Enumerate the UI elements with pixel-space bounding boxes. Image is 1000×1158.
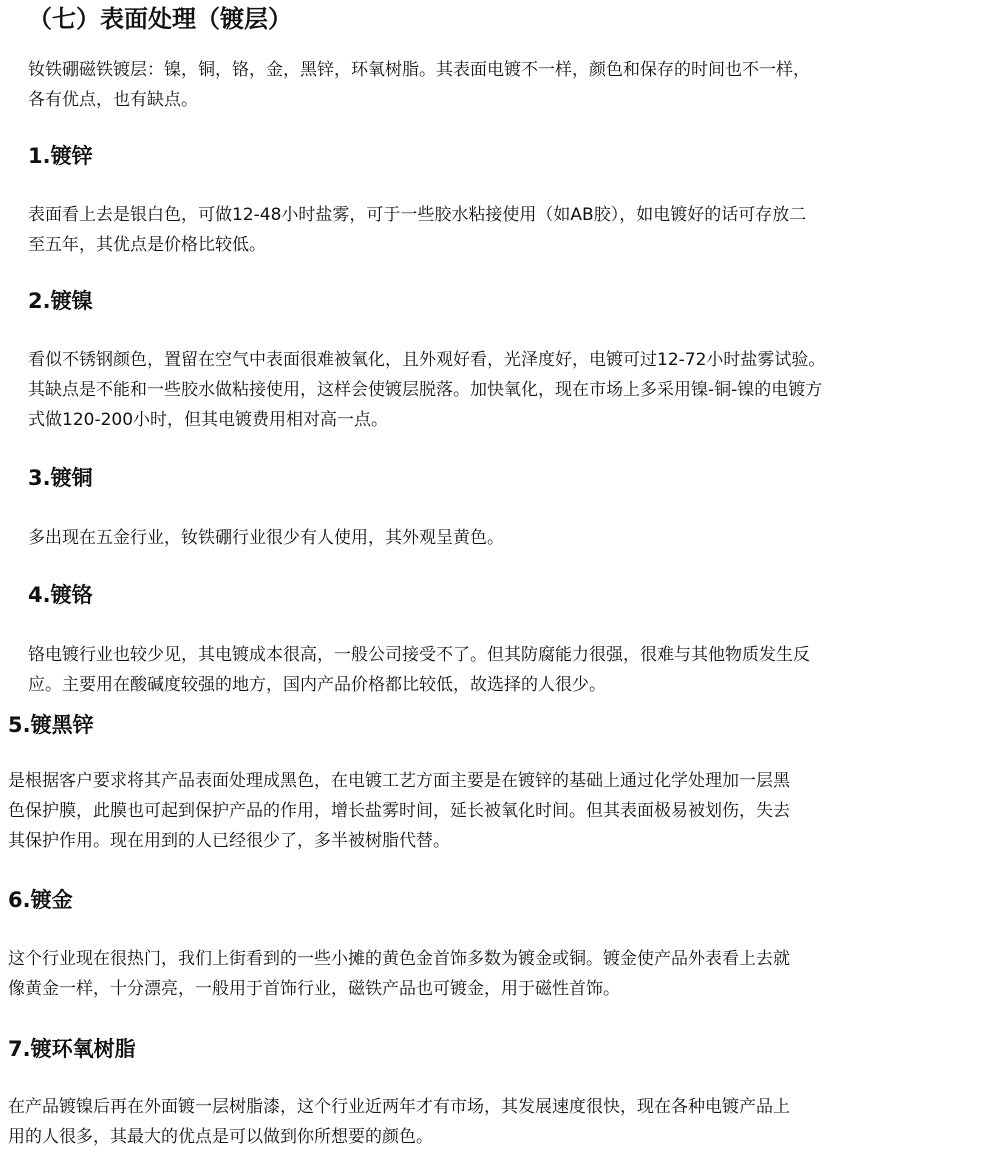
section-heading-chrome: 4.镀铬	[28, 583, 93, 607]
section-text-line: 这个行业现在很热门，我们上街看到的一些小摊的黄色金首饰多数为镀金或铜。镀金使产品外表看上去就	[8, 949, 790, 969]
section-heading-nickel: 2.镀镍	[28, 289, 93, 313]
section-text-line: 在产品镀镍后再在外面镀一层树脂漆，这个行业近两年才有市场，其发展速度很快，现在各种电镀产品上	[8, 1097, 790, 1117]
intro-line: 钕铁硼磁铁镀层：镍，铜，铬，金，黑锌，环氧树脂。其表面电镀不一样，颜色和保存的时间也不一样，	[28, 60, 810, 80]
section-heading-epoxy: 7.镀环氧树脂	[8, 1037, 136, 1061]
section-text-line: 像黄金一样，十分漂亮，一般用于首饰行业，磁铁产品也可镀金，用于磁性首饰。	[8, 979, 620, 999]
section-heading-zinc: 1.镀锌	[28, 144, 93, 168]
section-text-line: 表面看上去是银白色，可做12-48小时盐雾，可于一些胶水粘接使用（如AB胶），如电镀好的话可存放二	[28, 205, 807, 225]
section-text-line: 多出现在五金行业，钕铁硼行业很少有人使用，其外观呈黄色。	[28, 528, 504, 548]
section-text-line: 式做120-200小时，但其电镀费用相对高一点。	[28, 410, 389, 430]
intro-line: 各有优点，也有缺点。	[28, 90, 198, 110]
section-text-line: 是根据客户要求将其产品表面处理成黑色，在电镀工艺方面主要是在镀锌的基础上通过化学处理加一层黑	[8, 771, 790, 791]
section-heading-copper: 3.镀铜	[28, 466, 93, 490]
section-heading-black-zinc: 5.镀黑锌	[8, 713, 94, 737]
section-text-line: 其保护作用。现在用到的人已经很少了，多半被树脂代替。	[8, 831, 450, 851]
section-text-line: 至五年，其优点是价格比较低。	[28, 235, 266, 255]
page-title: （七）表面处理（镀层）	[28, 5, 292, 33]
section-heading-gold: 6.镀金	[8, 888, 73, 912]
section-text-line: 用的人很多，其最大的优点是可以做到你所想要的颜色。	[8, 1127, 433, 1147]
section-text-line: 应。主要用在酸碱度较强的地方，国内产品价格都比较低，故选择的人很少。	[28, 675, 606, 695]
section-text-line: 色保护膜，此膜也可起到保护产品的作用，增长盐雾时间，延长被氧化时间。但其表面极易被划伤，失去	[8, 801, 790, 821]
section-text-line: 看似不锈钢颜色，置留在空气中表面很难被氧化，且外观好看，光泽度好，电镀可过12-72小时盐雾试验。	[28, 350, 826, 370]
section-text-line: 铬电镀行业也较少见，其电镀成本很高，一般公司接受不了。但其防腐能力很强，很难与其他物质发生反	[28, 645, 810, 665]
section-text-line: 其缺点是不能和一些胶水做粘接使用，这样会使镀层脱落。加快氧化，现在市场上多采用镍-铜-镍的电镀方	[28, 380, 823, 400]
